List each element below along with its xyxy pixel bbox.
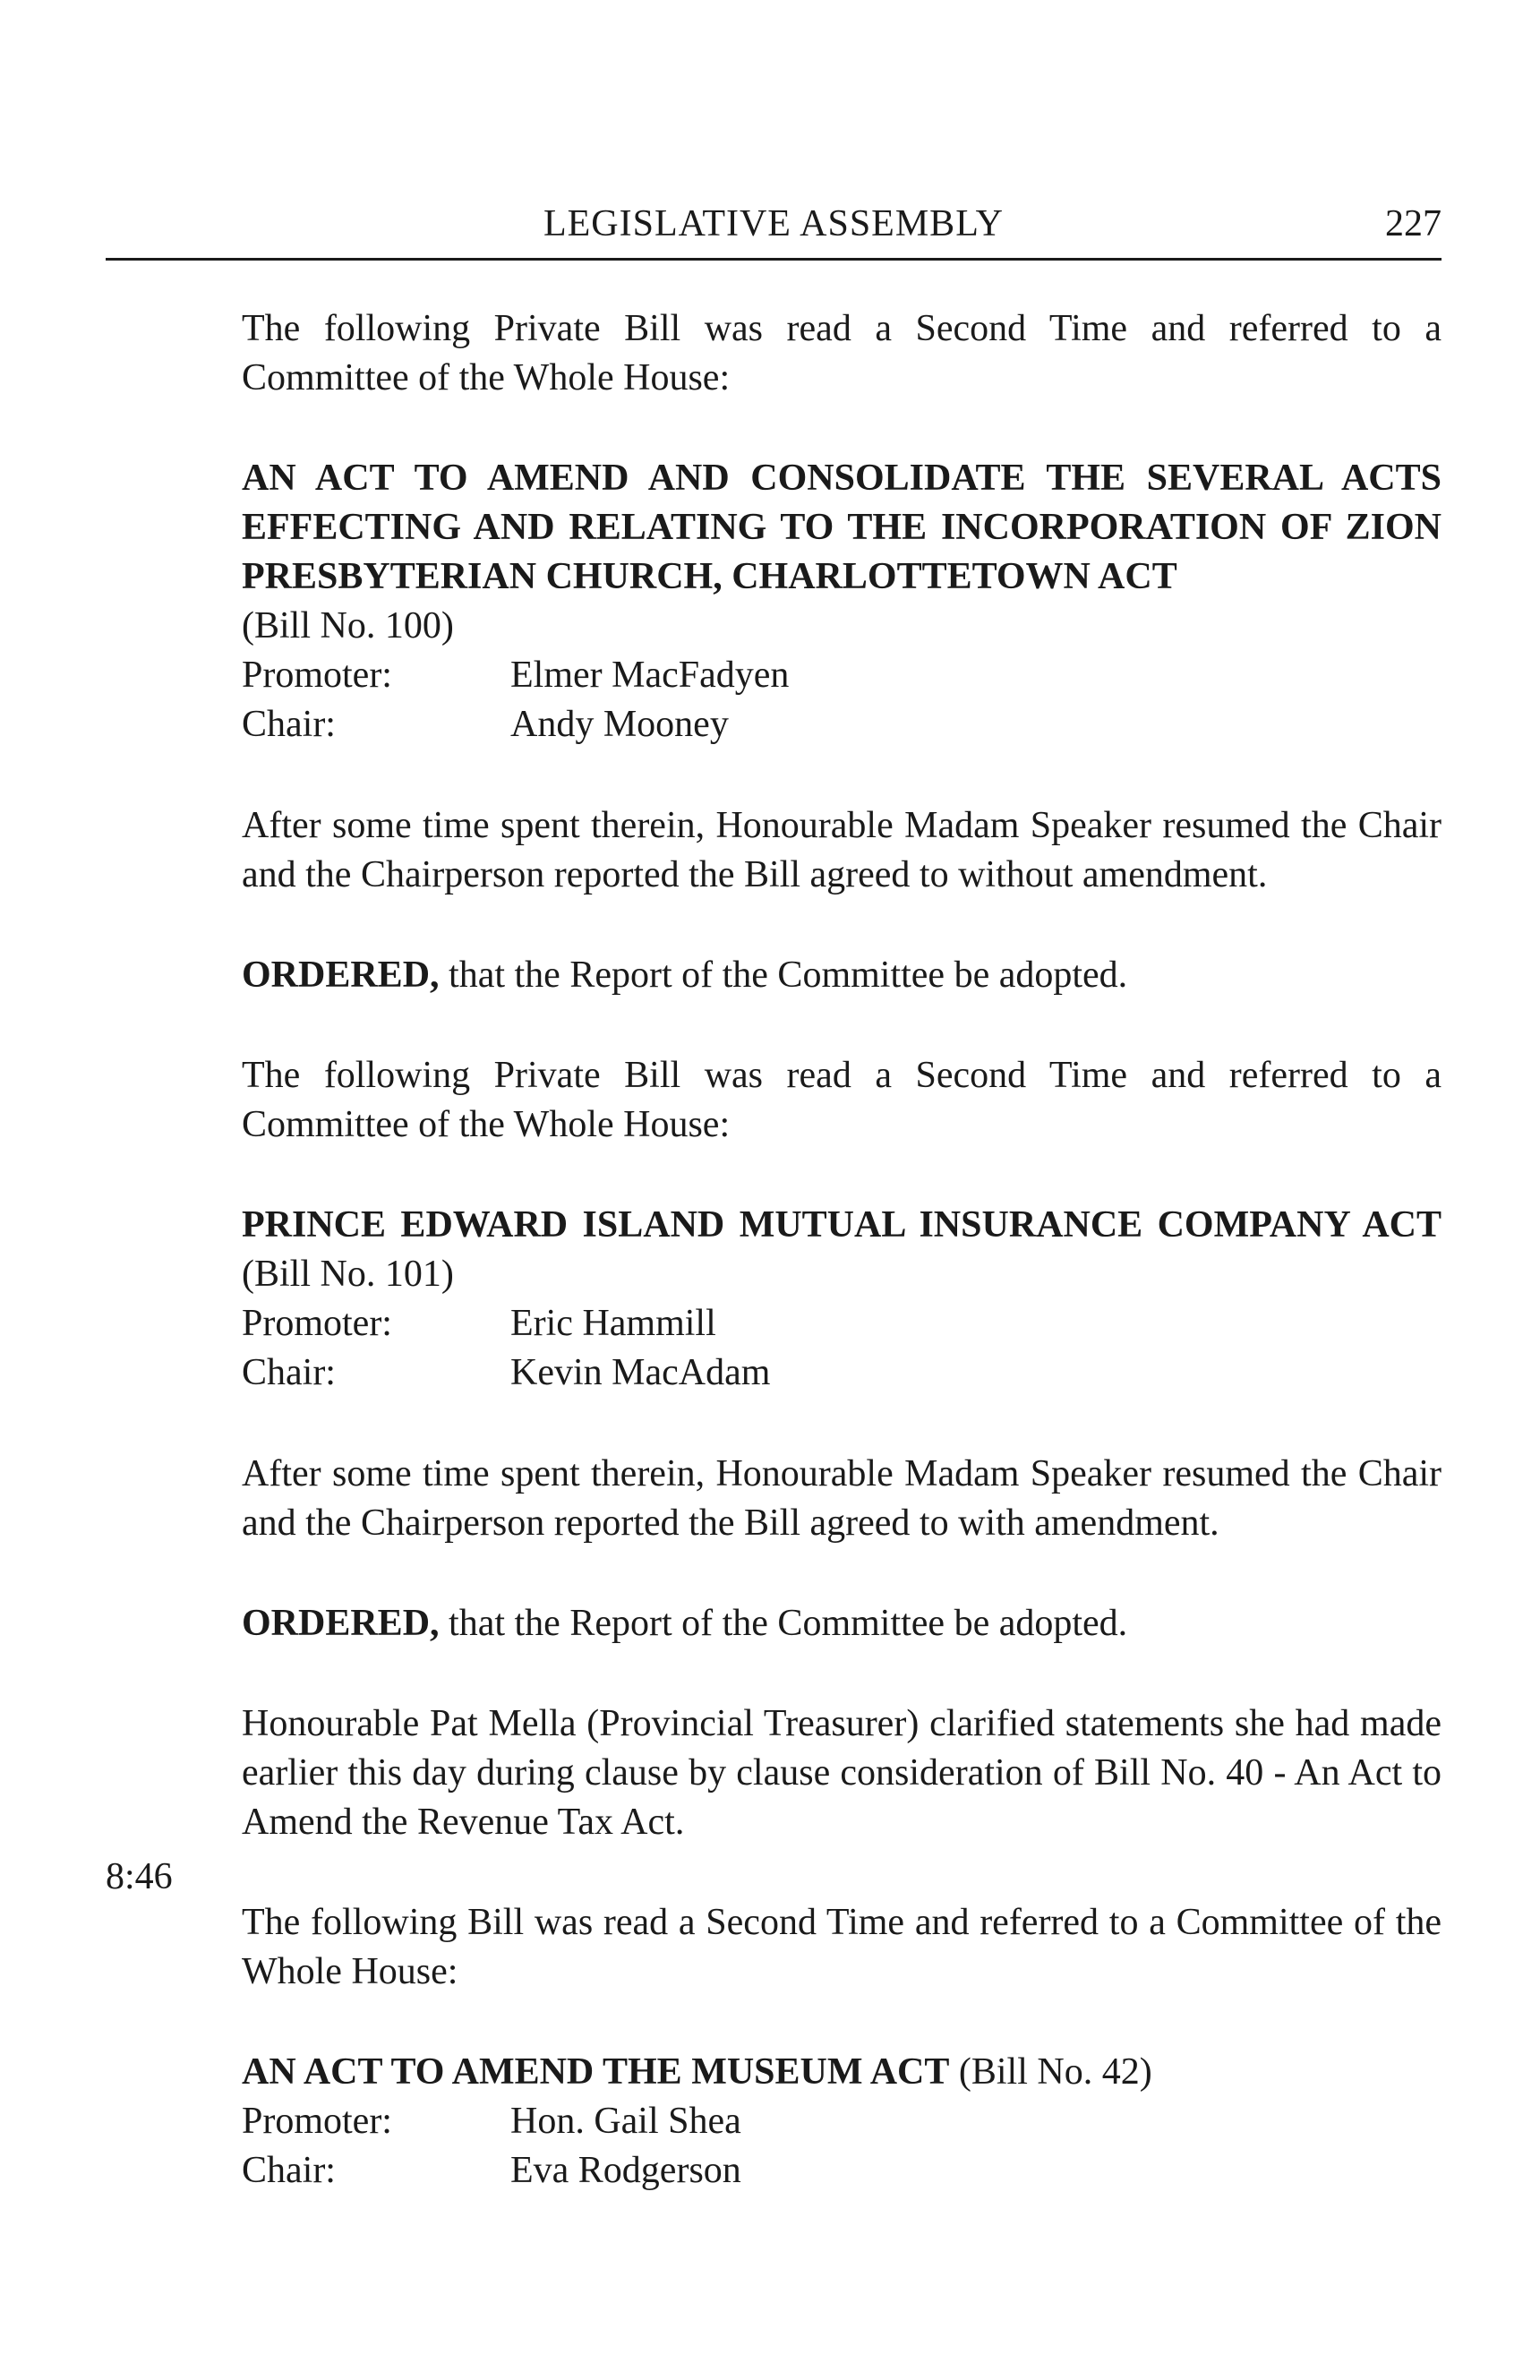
bill-entry-42 [242,2048,1442,2196]
paragraph-second-reading-1: The following Private Bill was read a Second Time and referred to a Committee of the Whole House: [242,308,1442,398]
promoter-row [242,651,1442,700]
bill-title: AN ACT TO AMEND THE MUSEUM ACT [242,2051,950,2093]
chair-name: Kevin MacAdam [510,1352,771,1393]
promoter-name: Elmer MacFadyen [510,655,790,696]
promoter-label: Promoter: [242,655,392,696]
chair-label: Chair: [242,2150,336,2191]
chair-name: Andy Mooney [510,704,729,745]
bill-number: (Bill No. 101) [242,1254,454,1295]
paragraph-committee-report-2: After some time spent therein, Honourable Madam Speaker resumed the Chair and the Chairperson reported the Bill agreed to with amendment. [242,1453,1442,1544]
chair-row [242,1348,1442,1398]
margin-timestamp: 8:46 [106,1856,173,1897]
bill-title: AN ACT TO AMEND AND CONSOLIDATE THE SEVERAL ACTS EFFECTING AND RELATING TO THE INCORPORATION OF ZION PRESBYTERIAN CHURCH, CHARLOTTETOWN ACT [242,458,1442,597]
paragraph-second-reading-2: The following Private Bill was read a Second Time and referred to a Committee of the Whole House: [242,1055,1442,1145]
ordered-paragraph-2 [242,1599,1442,1648]
ordered-label: ORDERED, [242,955,440,996]
bill-entry-101 [242,1201,1442,1398]
paragraph-clarification: Honourable Pat Mella (Provincial Treasurer) clarified statements she had made earlier this day during clause by clause consideration of Bill No. 40 - An Act to Amend the Revenue Tax Act. [242,1703,1442,1843]
bill-entry-100 [242,454,1442,749]
page-number: 227 [1385,203,1442,244]
promoter-row [242,2097,1442,2146]
promoter-name: Hon. Gail Shea [510,2101,741,2142]
chair-row [242,2146,1442,2196]
promoter-name: Eric Hammill [510,1303,716,1344]
running-header-title: LEGISLATIVE ASSEMBLY [543,203,1004,244]
promoter-label: Promoter: [242,2101,392,2142]
chair-row [242,700,1442,749]
paragraph-second-reading-3: The following Bill was read a Second Time and referred to a Committee of the Whole House: [242,1902,1442,1992]
chair-label: Chair: [242,704,336,745]
ordered-text: that the Report of the Committee be adopted. [439,955,1128,996]
journal-body [242,304,1442,2247]
ordered-text: that the Report of the Committee be adopted. [439,1603,1128,1644]
bill-title-line [242,2048,1442,2097]
bill-number: (Bill No. 100) [242,605,454,646]
bill-number: (Bill No. 42) [949,2051,1152,2093]
page-header [106,199,1442,261]
paragraph-committee-report-1: After some time spent therein, Honourable Madam Speaker resumed the Chair and the Chairperson reported the Bill agreed to without amendment. [242,805,1442,895]
chair-label: Chair: [242,1352,336,1393]
bill-title: PRINCE EDWARD ISLAND MUTUAL INSURANCE COMPANY ACT [242,1204,1442,1246]
promoter-label: Promoter: [242,1303,392,1344]
chair-name: Eva Rodgerson [510,2150,741,2191]
ordered-paragraph-1 [242,951,1442,1000]
bill-title-line [242,1201,1442,1299]
promoter-row [242,1299,1442,1348]
ordered-label: ORDERED, [242,1603,440,1644]
